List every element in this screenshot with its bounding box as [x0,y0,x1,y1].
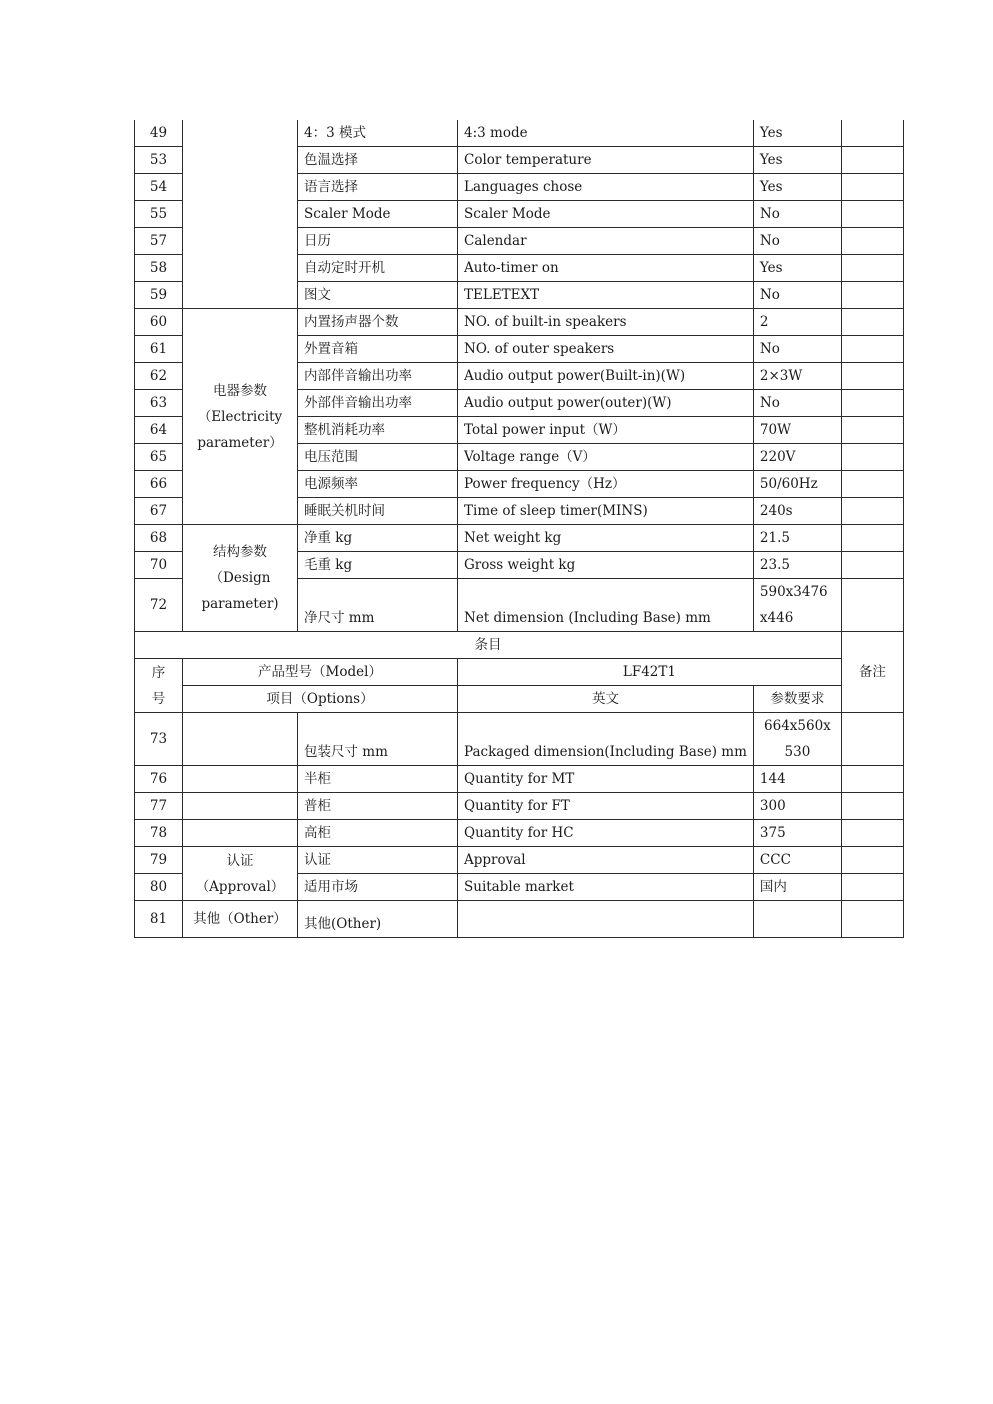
row-number: 49 [135,120,183,147]
row-number: 66 [135,471,183,498]
item-cn: 整机消耗功率 [298,417,458,444]
item-value: No [753,282,841,309]
item-remark [841,525,903,552]
remarks-header: 备注 [841,632,903,713]
item-en: Gross weight kg [458,552,754,579]
item-en [458,901,754,938]
item-cn: 睡眠关机时间 [298,498,458,525]
item-remark [841,847,903,874]
item-en: Color temperature [458,147,754,174]
item-en: Quantity for FT [458,793,754,820]
table-row [135,901,904,938]
item-remark [841,498,903,525]
row-number: 60 [135,309,183,336]
row-number: 68 [135,525,183,552]
category-en: （Electricity parameter） [197,408,283,451]
row-number: 80 [135,874,183,901]
item-cn: 普柜 [298,793,458,820]
item-value: CCC [753,847,841,874]
header-model-row [135,659,904,686]
item-remark [841,444,903,471]
item-remark [841,417,903,444]
item-cn: 语言选择 [298,174,458,201]
row-number: 62 [135,363,183,390]
item-remark [841,766,903,793]
item-en: Audio output power(outer)(W) [458,390,754,417]
item-remark [841,390,903,417]
category-cn: 电器参数 [213,382,267,399]
item-value: Yes [753,120,841,147]
seq-header: 序号 [135,659,183,713]
item-remark [841,552,903,579]
item-value: 70W [753,417,841,444]
item-en: Net dimension (Including Base) mm [458,579,754,632]
item-remark [841,471,903,498]
category-cell-empty [183,820,298,847]
item-cn: 毛重 kg [298,552,458,579]
row-number: 73 [135,713,183,766]
row-number: 53 [135,147,183,174]
table-row [135,847,904,874]
category-other: 其他（Other） [183,901,298,938]
item-remark [841,793,903,820]
item-value: 664x560x530 [753,713,841,766]
item-remark [841,174,903,201]
table-row [135,820,904,847]
item-en: Quantity for MT [458,766,754,793]
item-en: Time of sleep timer(MINS) [458,498,754,525]
item-value: Yes [753,147,841,174]
table-row [135,525,904,552]
item-cn: 电压范围 [298,444,458,471]
item-remark [841,820,903,847]
item-remark [841,901,903,938]
category-design [183,525,298,632]
category-en: （Approval） [195,878,285,895]
item-remark [841,579,903,632]
item-en: Packaged dimension(Including Base) mm [458,713,754,766]
row-number: 77 [135,793,183,820]
row-number: 70 [135,552,183,579]
item-cn: 外部伴音输出功率 [298,390,458,417]
item-en: Calendar [458,228,754,255]
item-en: Net weight kg [458,525,754,552]
options-header: 项目（Options） [183,686,458,713]
item-value: Yes [753,255,841,282]
item-value: 国内 [753,874,841,901]
row-number: 79 [135,847,183,874]
item-cn: 自动定时开机 [298,255,458,282]
row-number: 55 [135,201,183,228]
item-value: No [753,201,841,228]
item-remark [841,147,903,174]
table-row [135,120,904,147]
item-remark [841,201,903,228]
row-number: 76 [135,766,183,793]
item-value: 2×3W [753,363,841,390]
item-value: 300 [753,793,841,820]
item-cn: 净尺寸 mm [298,579,458,632]
item-en: Audio output power(Built-in)(W) [458,363,754,390]
item-cn: 包装尺寸 mm [298,713,458,766]
model-value: LF42T1 [458,659,842,686]
row-number: 61 [135,336,183,363]
item-value: 375 [753,820,841,847]
table-row [135,766,904,793]
item-en: NO. of built-in speakers [458,309,754,336]
table-row [135,793,904,820]
item-en: Auto-timer on [458,255,754,282]
item-cn: 外置音箱 [298,336,458,363]
item-cn: 图文 [298,282,458,309]
item-value: 2 [753,309,841,336]
item-value: 144 [753,766,841,793]
item-en: Total power input（W） [458,417,754,444]
item-en: TELETEXT [458,282,754,309]
item-value: 23.5 [753,552,841,579]
category-cn: 认证 [226,852,254,869]
category-en: （Design parameter) [201,570,279,612]
item-remark [841,282,903,309]
model-header: 产品型号（Model） [183,659,458,686]
category-cell-empty [183,713,298,766]
item-en: Voltage range（V） [458,444,754,471]
item-cn: 电源频率 [298,471,458,498]
item-cn: 内部伴音输出功率 [298,363,458,390]
param-header: 参数要求 [753,686,841,713]
row-number: 59 [135,282,183,309]
item-cn: 适用市场 [298,874,458,901]
item-remark [841,336,903,363]
item-remark [841,255,903,282]
header-options-row [135,686,904,713]
item-value: 21.5 [753,525,841,552]
item-en: Approval [458,847,754,874]
item-cn: 日历 [298,228,458,255]
row-number: 78 [135,820,183,847]
item-remark [841,309,903,336]
item-en: Scaler Mode [458,201,754,228]
category-cell-empty [183,793,298,820]
row-number: 72 [135,579,183,632]
item-cn: 高柜 [298,820,458,847]
header-title-row [135,632,904,659]
item-cn: 4：3 模式 [298,120,458,147]
spec-table [134,120,904,938]
section-title: 条目 [135,632,842,659]
item-en: 4:3 mode [458,120,754,147]
item-remark [841,874,903,901]
item-en: Languages chose [458,174,754,201]
row-number: 57 [135,228,183,255]
item-cn: 色温选择 [298,147,458,174]
item-cn: 认证 [298,847,458,874]
item-cn: 内置扬声器个数 [298,309,458,336]
table-row [135,713,904,766]
item-cn: 半柜 [298,766,458,793]
row-number: 54 [135,174,183,201]
row-number: 64 [135,417,183,444]
item-remark [841,713,903,766]
item-cn: 其他(Other) [298,901,458,938]
item-en: NO. of outer speakers [458,336,754,363]
item-en: Power frequency（Hz） [458,471,754,498]
item-value: 240s [753,498,841,525]
item-value [753,901,841,938]
item-value: No [753,390,841,417]
row-number: 63 [135,390,183,417]
item-en: Suitable market [458,874,754,901]
item-remark [841,120,903,147]
category-approval [183,847,298,901]
category-electricity [183,309,298,525]
item-value: Yes [753,174,841,201]
item-remark [841,228,903,255]
category-cell-empty [183,766,298,793]
item-cn: 净重 kg [298,525,458,552]
item-value: 50/60Hz [753,471,841,498]
row-number: 65 [135,444,183,471]
item-value: No [753,336,841,363]
item-remark [841,363,903,390]
table-row [135,309,904,336]
row-number: 67 [135,498,183,525]
english-header: 英文 [458,686,754,713]
item-en: Quantity for HC [458,820,754,847]
row-number: 58 [135,255,183,282]
item-value: No [753,228,841,255]
category-cn: 结构参数 [213,544,267,560]
category-cell-empty [183,120,298,309]
item-value: 590x3476x446 [753,579,841,632]
row-number: 81 [135,901,183,938]
item-cn: Scaler Mode [298,201,458,228]
item-value: 220V [753,444,841,471]
